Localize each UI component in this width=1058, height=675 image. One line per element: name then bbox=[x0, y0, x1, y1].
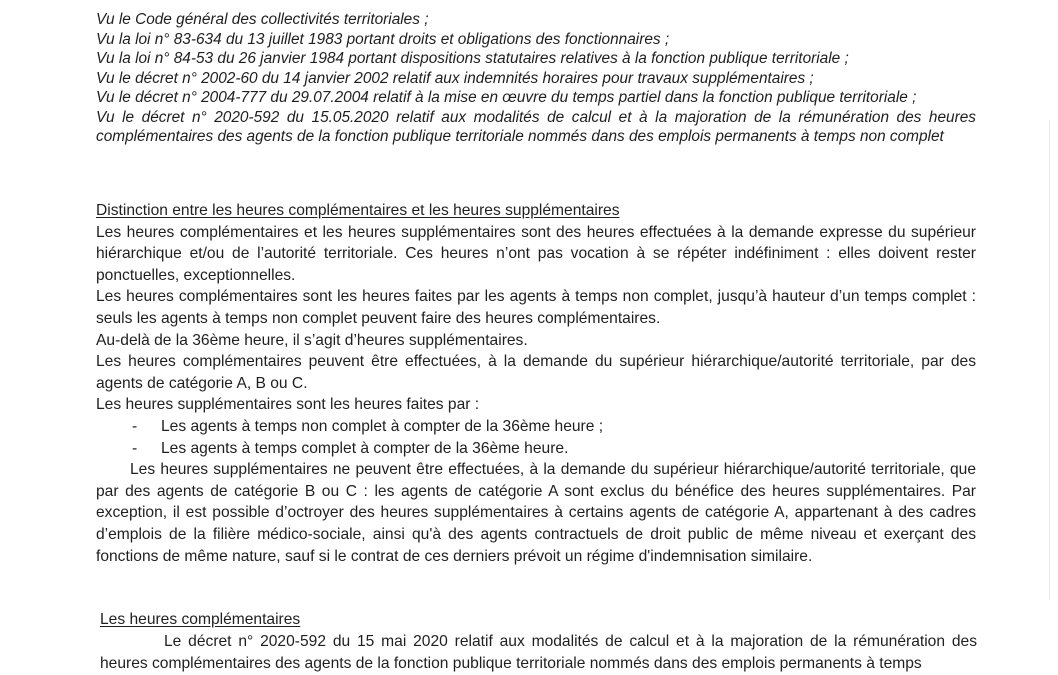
paragraph: Les heures supplémentaires ne peuvent être effectuées, à la demande du supérieur hiérarchique/autorité territoriale, que par des agents de catégorie B ou C : les agents de catégorie A sont exclus du bénéfice des heures supplémentaires. Par exception, il est possible d’octroyer des heures supplémentaires à certains agents de catégorie A, appartenant à des cadres d’emplois de la filière médico-sociale, ainsi qu'à des agents contractuels de droit public de même niveau et exerçant des fonctions de même nature, sauf si le contrat de ces derniers prévoit un régime d'indemnisation similaire. bbox=[96, 461, 976, 565]
visa-line: Vu la loi n° 83-634 du 13 juillet 1983 portant droits et obligations des fonctionnaires ; bbox=[96, 30, 670, 48]
paragraph: Les heures supplémentaires sont les heures faites par : bbox=[96, 396, 480, 414]
paragraph: Les heures complémentaires peuvent être effectuées, à la demande du supérieur hiérarchique/autorité territoriale, par des agents de catégorie A, B ou C. bbox=[96, 353, 976, 392]
visa-line: Vu le décret n° 2002-60 du 14 janvier 2002 relatif aux indemnités horaires pour travaux supplémentaires ; bbox=[96, 69, 814, 87]
visa-line: Vu le décret n° 2020-592 du 15.05.2020 relatif aux modalités de calcul et à la majoration de la rémunération des heures complémentaires des agents de la fonction publique territoriale nommés dans des emplois permanents à temps non complet bbox=[96, 108, 976, 145]
dash-marker: - bbox=[132, 417, 138, 435]
list-item bbox=[96, 438, 976, 460]
distinction-section bbox=[96, 200, 976, 567]
dash-marker: - bbox=[132, 439, 138, 457]
section-heading: Distinction entre les heures complémentaires et les heures supplémentaires bbox=[96, 202, 620, 219]
paragraph: Les heures complémentaires sont les heures faites par les agents à temps non complet, jusqu’à hauteur d’un temps complet : seuls les agents à temps non complet peuvent faire des heures complémentaires. bbox=[96, 288, 976, 327]
visa-line: Vu le décret n° 2004-777 du 29.07.2004 relatif à la mise en œuvre du temps partiel dans la fonction publique territoriale ; bbox=[96, 89, 917, 106]
list-item-text: Les agents à temps complet à compter de la 36ème heure. bbox=[161, 439, 569, 457]
section-heading: Les heures complémentaires bbox=[100, 611, 301, 628]
visas-block bbox=[96, 10, 976, 147]
list-item bbox=[96, 416, 976, 438]
visa-line: Vu le Code général des collectivités territoriales ; bbox=[96, 11, 429, 28]
visa-line: Vu la loi n° 84-53 du 26 janvier 1984 portant dispositions statutaires relatives à la fonction publique territoriale ; bbox=[96, 50, 849, 67]
scan-edge-line bbox=[1049, 120, 1050, 600]
paragraph: Le décret n° 2020-592 du 15 mai 2020 relatif aux modalités de calcul et à la majoration de la rémunération des heures complémentaires des agents de la fonction publique territoriale nommés dans des emplois permanents à temps bbox=[100, 633, 977, 672]
bullet-list bbox=[96, 416, 976, 459]
paragraph: Au-delà de la 36ème heure, il s’agit d’heures supplémentaires. bbox=[96, 331, 528, 349]
list-item-text: Les agents à temps non complet à compter de la 36ème heure ; bbox=[161, 417, 604, 435]
complementaires-section bbox=[100, 609, 977, 675]
paragraph: Les heures complémentaires et les heures supplémentaires sont des heures effectuées à la demande expresse du supérieur hiérarchique et/ou de l’autorité territoriale. Ces heures n’ont pas vocation à se répéter indéfiniment : elles doivent rester ponctuelles, exceptionnelles. bbox=[96, 223, 976, 284]
